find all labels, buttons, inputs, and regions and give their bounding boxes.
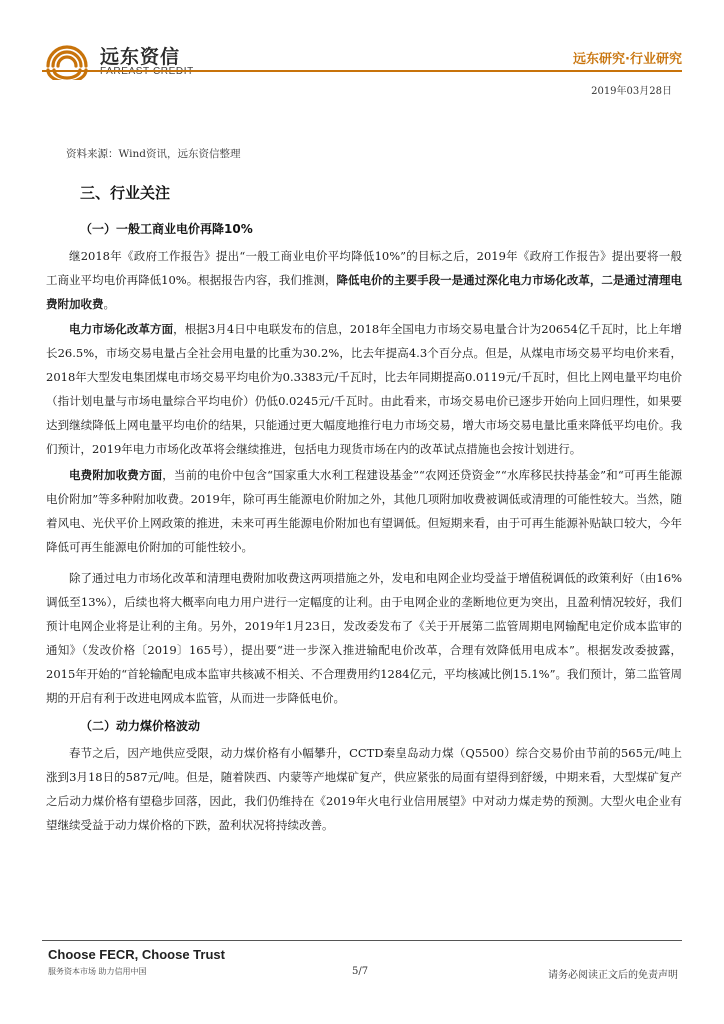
footer-sub-slogan: 服务资本市场 助力信用中国 [48,967,147,976]
paragraph-intro-text-a: 继2018年《政府工作报告》提出“一般工商业电价平均降低10%”的目标之后，2019年《政府工作报告》提出要将一般工商业平均电价再降低10%。根据报告内容，我们推测， [46,249,682,287]
company-name-cn: 远东资信 [100,46,181,68]
footer-divider [42,940,682,941]
report-section-tag: 远东研究·行业研究 [573,52,682,67]
company-name-en: FAREAST CREDIT [100,66,194,77]
paragraph-intro-emphasis: 降低电价的主要手段一是通过深化电力市场化改革，二是通过清理电费附加收费 [46,273,682,311]
paragraph-intro-text-b: 。 [103,297,115,311]
paragraph-surcharge-text: ，当前的电价中包含“国家重大水利工程建设基金”“农网还贷资金”“水库移民扶持基金”和“可再生能源电价附加”等多种附加收费。2019年，除可再生能源电价附加之外，其他几项附加收费被调低或清理的可能性较大。当然，随着风电、光伏平价上网政策的推进，未来可再生能源电价附加也有望调低。但短期来看，由于可再生能源补贴缺口较大，今年降低可再生能源电价附加的可能性较小。 [46,468,682,554]
section-heading: 三、行业关注 [80,184,171,202]
paragraph-market-reform [46,317,682,461]
paragraph-surcharge [46,463,682,559]
report-date: 2019年03月28日 [591,86,672,97]
paragraph-market-reform-text: ，根据3月4日中电联发布的信息，2018年全国电力市场交易电量合计为20654亿千瓦时，比上年增长26.5%，市场交易电量占全社会用电量的比重为30.2%，比去年提高4.3个百分点。但是，从煤电市场交易平均电价来看，2018年大型发电集团煤电市场交易平均电价为0.3383元/千瓦时，比去年同期提高0.0119元/千瓦时，但比上网电量平均电价（指计划电量与市场电量综合平均电价）仍低0.0245元/千瓦时。由此看来，市场交易电价已逐步开始向上回归理性，如果要达到继续降低上网电量平均电价的结果，只能通过更大幅度地推行电力市场交易，增大市场交易电量比重来降低平均电价。我们预计，2019年电力市场化改革将会继续推进，包括电力现货市场在内的改革试点措施也会按计划进行。 [46,322,683,456]
page-number: 5/7 [352,966,369,977]
paragraph-surcharge-lead: 电费附加收费方面 [69,468,163,482]
paragraph-intro [46,244,682,316]
source-note: 资料来源：Wind资讯，远东资信整理 [66,148,241,160]
disclaimer-note: 请务必阅读正文后的免责声明 [548,970,678,981]
subsection-title-1: （一）一般工商业电价再降10% [80,222,253,236]
company-logo [42,40,212,80]
paragraph-coal-price: 春节之后，因产地供应受限，动力煤价格有小幅攀升，CCTD秦皇岛动力煤（Q5500）综合交易价由节前的565元/吨上涨到3月18日的587元/吨。但是，随着陕西、内蒙等产地煤矿复产，供应紧张的局面有望得到舒缓，中期来看，大型煤矿复产之后动力煤价格有望稳步回落，因此，我们仍维持在《2019年火电行业信用展望》中对动力煤走势的预测。大型火电企业有望继续受益于动力煤价格的下跌，盈利状况将持续改善。 [46,746,682,832]
logo-mark-icon [42,40,92,80]
subsection-title-2: （二）动力煤价格波动 [80,719,201,733]
paragraph-market-reform-lead: 电力市场化改革方面 [69,322,174,336]
paragraph-tax-cut: 除了通过电力市场化改革和清理电费附加收费这两项措施之外，发电和电网企业均受益于增值税调低的政策利好（由16%调低至13%），后续也将大概率向电力用户进行一定幅度的让利。由于电网企业的垄断地位更为突出，且盈利情况较好，我们预计电网企业将是让利的主角。另外，2019年1月23日，发改委发布了《关于开展第二监管周期电网输配电定价成本监审的通知》（发改价格〔2019〕165号），提出要“进一步深入推进输配电价改革，合理有效降低用电成本”。根据发改委披露，2015年开始的“首轮输配电成本监审共核减不相关、不合理费用约1284亿元，平均核减比例15.1%”。我们预计，第二监管周期的开启有利于改进电网成本监管，从而进一步降低电价。 [46,571,682,705]
page-header [0,0,724,100]
footer-slogan: Choose FECR, Choose Trust [48,947,225,962]
header-divider [42,70,682,72]
